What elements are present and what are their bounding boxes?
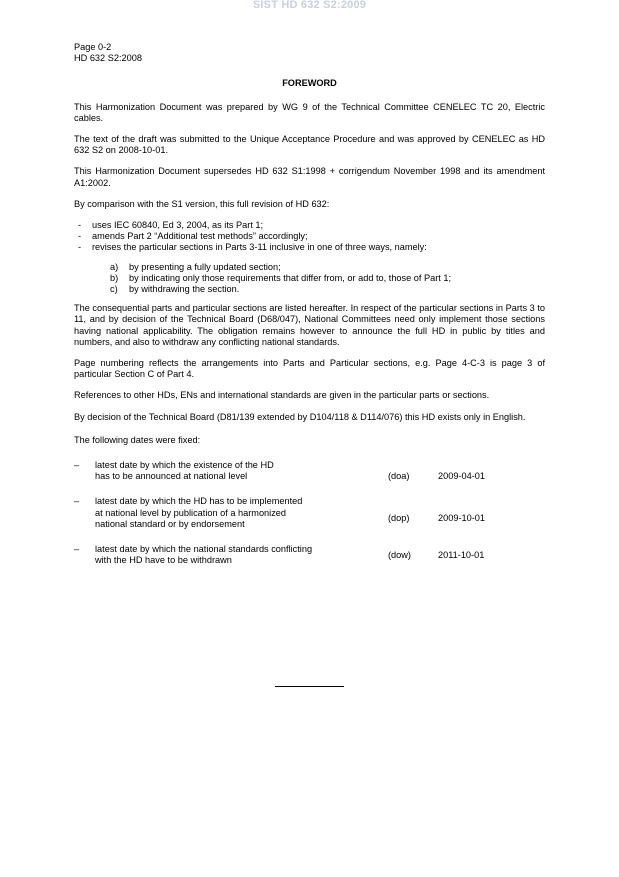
paragraph: The text of the draft was submitted to the Unique Acceptance Procedure and was approved by CENELEC as HD 632 S2 on 2008-10-01.: [74, 134, 545, 156]
paragraph: The consequential parts and particular sections are listed hereafter. In respect of the particular sections in Parts 3 to 11, and by decision of the Technical Board (D68/047), National Committees need only implement those sections having national applicability. The obligation remains however to announce the full HD in public by titles and numbers, and also to withdraw any conflicting national standards.: [74, 303, 545, 347]
dates-table: [74, 460, 545, 566]
date-row: [74, 496, 545, 530]
paragraph: This Harmonization Document supersedes HD 632 S1:1998 + corrigendum November 1998 and its amendment A1:2002.: [74, 166, 545, 188]
dash-marker: –: [74, 544, 80, 555]
paragraph: By decision of the Technical Board (D81/139 extended by D104/118 & D114/076) this HD exists only in English.: [74, 411, 526, 422]
date-text: has to be announced at national level: [95, 471, 248, 482]
date-value: 2009-10-01: [438, 513, 485, 524]
paragraph: This Harmonization Document was prepared by WG 9 of the Technical Committee CENELEC TC 20, Electric cables.: [74, 101, 545, 123]
page-number: Page 0-2: [74, 42, 112, 52]
date-code: (dop): [388, 513, 410, 524]
ways-list: [74, 262, 545, 296]
date-text: latest date by which the existence of the HD: [95, 460, 274, 471]
list-item: b) by indicating only those requirements that differ from, or add to, those of Part 1;: [110, 272, 452, 283]
document-id: HD 632 S2:2008: [74, 53, 142, 64]
paragraph: References to other HDs, ENs and international standards are given in the particular parts or sections.: [74, 390, 490, 401]
list-item: a) by presenting a fully updated section;: [110, 261, 281, 272]
date-row: [74, 544, 545, 566]
date-text: latest date by which the national standards conflicting: [95, 544, 313, 555]
date-value: 2011-10-01: [438, 550, 485, 561]
date-text: latest date by which the HD has to be implemented: [95, 496, 303, 507]
document-page: [74, 42, 545, 581]
revision-list: [74, 220, 545, 254]
date-value: 2009-04-01: [438, 471, 485, 482]
dash-marker: –: [74, 460, 80, 471]
paragraph: By comparison with the S1 version, this full revision of HD 632:: [74, 198, 330, 209]
date-text: with the HD have to be withdrawn: [95, 555, 232, 566]
date-text: national standard or by endorsement: [95, 518, 245, 529]
page-title: FOREWORD: [282, 78, 337, 89]
list-item: - revises the particular sections in Parts 3-11 inclusive in one of three ways, namely:: [78, 242, 427, 253]
list-item: - amends Part 2 “Additional test methods” accordingly;: [78, 231, 308, 242]
watermark: SIST HD 632 S2:2009: [252, 0, 367, 11]
date-code: (dow): [388, 550, 411, 561]
paragraph: The following dates were fixed:: [74, 434, 201, 445]
list-item: - uses IEC 60840, Ed 3, 2004, as its Part 1;: [78, 220, 264, 231]
list-item: c) by withdrawing the section.: [110, 284, 240, 295]
date-code: (doa): [388, 471, 410, 482]
dash-marker: –: [74, 496, 80, 507]
date-text: at national level by publication of a harmonized: [95, 507, 287, 518]
date-row: [74, 460, 545, 482]
end-rule: [275, 686, 344, 687]
paragraph: Page numbering reflects the arrangements into Parts and Particular sections, e.g. Page 4-C-3 is page 3 of particular Section C of Part 4.: [74, 358, 545, 380]
